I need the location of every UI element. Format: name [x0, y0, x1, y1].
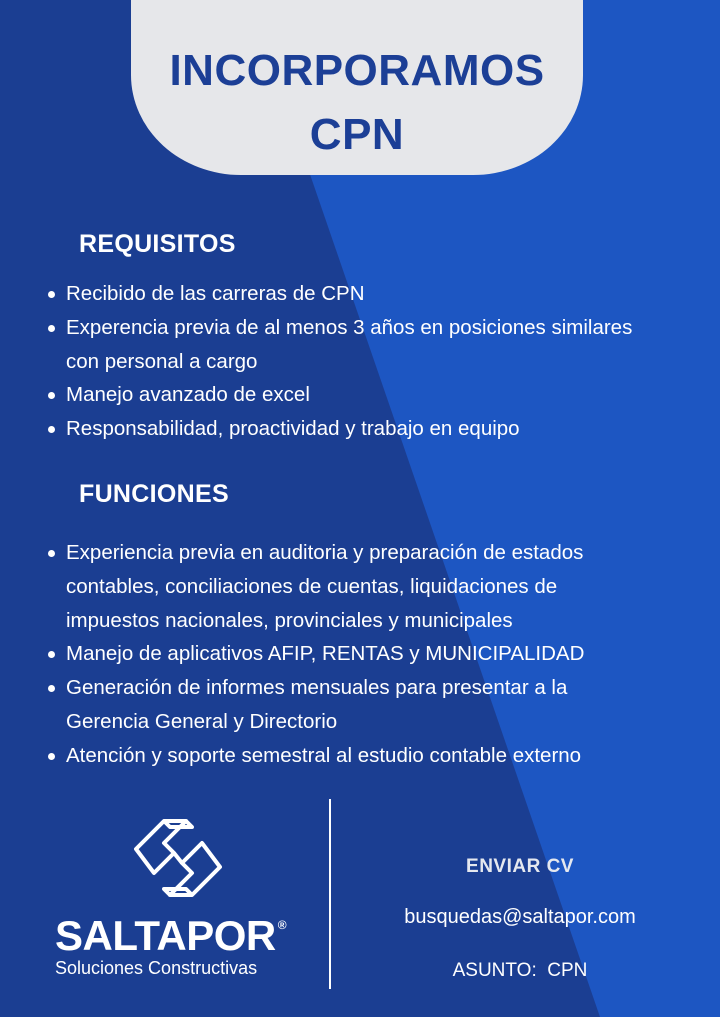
email-subject: ASUNTO: CPN [452, 960, 588, 981]
list-item-text: Atención y soporte semestral al estudio contable externo [66, 743, 582, 767]
headline-incorporamos: INCORPORAMOS [169, 46, 545, 95]
list-item [48, 739, 688, 773]
saltapor-logo-icon [130, 815, 226, 901]
list-item-text: Experencia previa de al menos 3 años en posiciones similares [66, 315, 633, 339]
list-item-text: contables, conciliaciones de cuentas, liquidaciones de [66, 574, 558, 598]
requisitos-list [48, 277, 688, 446]
bullet-icon [48, 651, 55, 658]
list-item-text: Manejo avanzado de excel [66, 383, 310, 407]
bullet-icon [48, 685, 55, 692]
bullet-icon [48, 291, 55, 298]
headline-position: CPN [309, 110, 405, 159]
bullet-icon [48, 392, 55, 399]
funciones-heading: FUNCIONES [79, 480, 229, 508]
bullet-icon [48, 753, 55, 760]
list-item [48, 311, 688, 379]
list-item-text: Manejo de aplicativos AFIP, RENTAS y MUNICIPALIDAD [66, 642, 585, 666]
vertical-divider [329, 799, 331, 989]
requisitos-heading: REQUISITOS [79, 230, 236, 258]
list-item [48, 277, 688, 311]
list-item [48, 536, 688, 637]
brand-name: SALTAPOR ® [55, 912, 287, 959]
list-item-text: Generación de informes mensuales para presentar a la [66, 676, 568, 700]
list-item [48, 637, 688, 671]
list-item [48, 671, 688, 739]
list-item [48, 378, 688, 412]
send-cv-heading: ENVIAR CV [466, 856, 574, 877]
list-item [48, 412, 688, 446]
bullet-icon [48, 325, 55, 332]
registered-mark: ® [277, 918, 287, 932]
brand-tagline: Soluciones Constructivas [55, 958, 258, 978]
contact-email[interactable]: busquedas@saltapor.com [404, 906, 636, 928]
list-item-text: Responsabilidad, proactividad y trabajo en equipo [66, 417, 520, 441]
list-item-text: Gerencia General y Directorio [66, 709, 338, 733]
bullet-icon [48, 550, 55, 557]
list-item-text: impuestos nacionales, provinciales y municipales [66, 608, 513, 632]
list-item-text: Recibido de las carreras de CPN [66, 282, 365, 305]
list-item-text: con personal a cargo [66, 349, 258, 373]
bullet-icon [48, 426, 55, 433]
funciones-list [48, 536, 688, 773]
list-item-text: Experiencia previa en auditoria y preparación de estados [66, 541, 584, 564]
header-banner [131, 0, 583, 175]
